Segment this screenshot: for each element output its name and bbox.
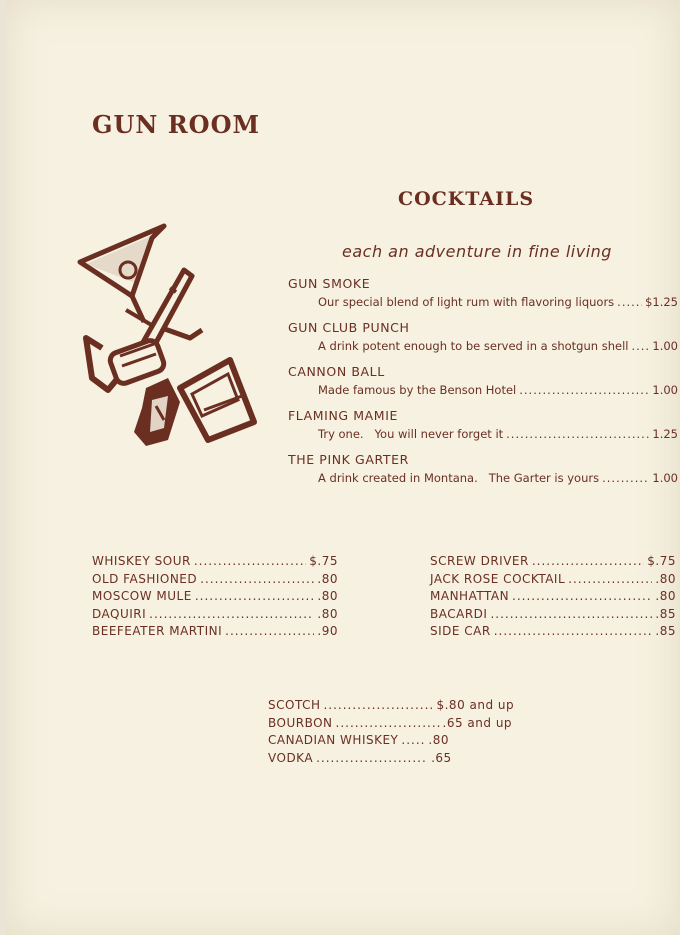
- drink-price: .80: [655, 589, 676, 603]
- cocktail-item: [288, 276, 678, 320]
- cocktail-description: Our special blend of light rum with flavoring liquors: [318, 295, 615, 309]
- list-item: [92, 624, 338, 642]
- dot-leader: [336, 716, 440, 730]
- dot-leader: [617, 292, 642, 312]
- list-item: [430, 554, 676, 572]
- drink-name: MANHATTAN: [430, 589, 510, 603]
- dot-leader: [602, 468, 649, 488]
- drink-price: $.75: [309, 554, 338, 568]
- dot-leader: [490, 607, 652, 621]
- list-item: [92, 554, 338, 572]
- liquor-price: .65 and up: [442, 715, 513, 730]
- drink-name: WHISKEY SOUR: [92, 554, 191, 568]
- drink-price: .80: [655, 571, 676, 586]
- cocktail-item: [288, 452, 678, 496]
- drink-price: .80: [317, 571, 338, 586]
- cocktail-description: A drink potent enough to be served in a shotgun shell: [318, 339, 629, 353]
- drink-price: .85: [655, 606, 676, 621]
- list-item: [430, 624, 676, 642]
- list-item: [268, 716, 518, 734]
- list-item: [92, 572, 338, 590]
- dot-leader: [401, 733, 425, 747]
- dot-leader: [194, 554, 306, 568]
- cocktail-price: $1.25: [645, 295, 678, 309]
- cocktail-price: 1.00: [652, 471, 678, 485]
- drink-name: SIDE CAR: [430, 624, 491, 638]
- liquor-price: .80: [428, 733, 449, 747]
- liquor-price: .65: [431, 750, 452, 765]
- list-item: [92, 589, 338, 607]
- liquor-name: CANADIAN WHISKEY: [268, 733, 399, 747]
- drink-name: OLD FASHIONED: [92, 571, 198, 586]
- dot-leader: [568, 572, 652, 586]
- cocktail-item: [288, 320, 678, 364]
- cocktail-name: FLAMING MAMIE: [288, 408, 398, 423]
- cocktail-description: Try one. You will never forget it: [318, 427, 504, 441]
- liquor-name: BOURBON: [268, 715, 333, 730]
- list-item: [430, 607, 676, 625]
- drink-name: SCREW DRIVER: [430, 554, 529, 568]
- drink-price: .80: [317, 606, 338, 621]
- drink-list-right: [430, 554, 676, 642]
- dot-leader: [200, 572, 314, 586]
- cocktail-name: GUN SMOKE: [288, 276, 371, 291]
- cocktail-name: GUN CLUB PUNCH: [288, 320, 410, 335]
- cocktail-description: A drink created in Montana. The Garter is yours: [318, 471, 600, 485]
- liquor-price: $.80 and up: [436, 698, 515, 712]
- section-title: COCKTAILS: [398, 188, 535, 210]
- drink-name: BEEFEATER MARTINI: [92, 624, 223, 638]
- dot-leader: [532, 554, 644, 568]
- liquor-name: VODKA: [268, 750, 314, 765]
- page-title: GUN ROOM: [92, 110, 261, 139]
- drink-name: JACK ROSE COCKTAIL: [430, 571, 566, 586]
- cocktail-price: 1.00: [652, 339, 678, 353]
- list-item: [430, 589, 676, 607]
- dot-leader: [316, 751, 428, 765]
- cocktail-price: 1.00: [652, 383, 678, 397]
- list-item: [92, 607, 338, 625]
- pistol-cocktail-illustration: [72, 218, 262, 458]
- dot-leader: [494, 624, 653, 638]
- liquor-list: [268, 698, 518, 768]
- cocktail-list: [288, 276, 678, 496]
- list-item: [430, 572, 676, 590]
- list-item: [268, 733, 518, 751]
- cocktail-description: Made famous by the Benson Hotel: [318, 383, 517, 397]
- dot-leader: [512, 589, 652, 603]
- liquor-name: SCOTCH: [268, 698, 321, 712]
- menu-page: [6, 0, 678, 935]
- list-item: [268, 751, 518, 769]
- cocktail-name: THE PINK GARTER: [288, 452, 409, 467]
- cocktail-item: [288, 364, 678, 408]
- cocktail-name: CANNON BALL: [288, 364, 385, 379]
- drink-name: MOSCOW MULE: [92, 589, 192, 603]
- dot-leader: [519, 380, 649, 400]
- dot-leader: [323, 698, 433, 712]
- drink-price: .80: [317, 589, 338, 603]
- drink-price: $.75: [647, 554, 676, 568]
- dot-leader: [195, 589, 315, 603]
- drink-price: .85: [655, 624, 676, 638]
- dot-leader: [149, 607, 314, 621]
- dot-leader: [631, 336, 649, 356]
- list-item: [268, 698, 518, 716]
- dot-leader: [225, 624, 314, 638]
- cocktail-price: 1.25: [652, 427, 678, 441]
- drink-price: .90: [317, 624, 338, 638]
- drink-list-left: [92, 554, 338, 642]
- tagline: each an adventure in fine living: [342, 242, 612, 261]
- dot-leader: [506, 424, 649, 444]
- cocktail-item: [288, 408, 678, 452]
- drink-name: BACARDI: [430, 606, 488, 621]
- drink-name: DAQUIRI: [92, 606, 147, 621]
